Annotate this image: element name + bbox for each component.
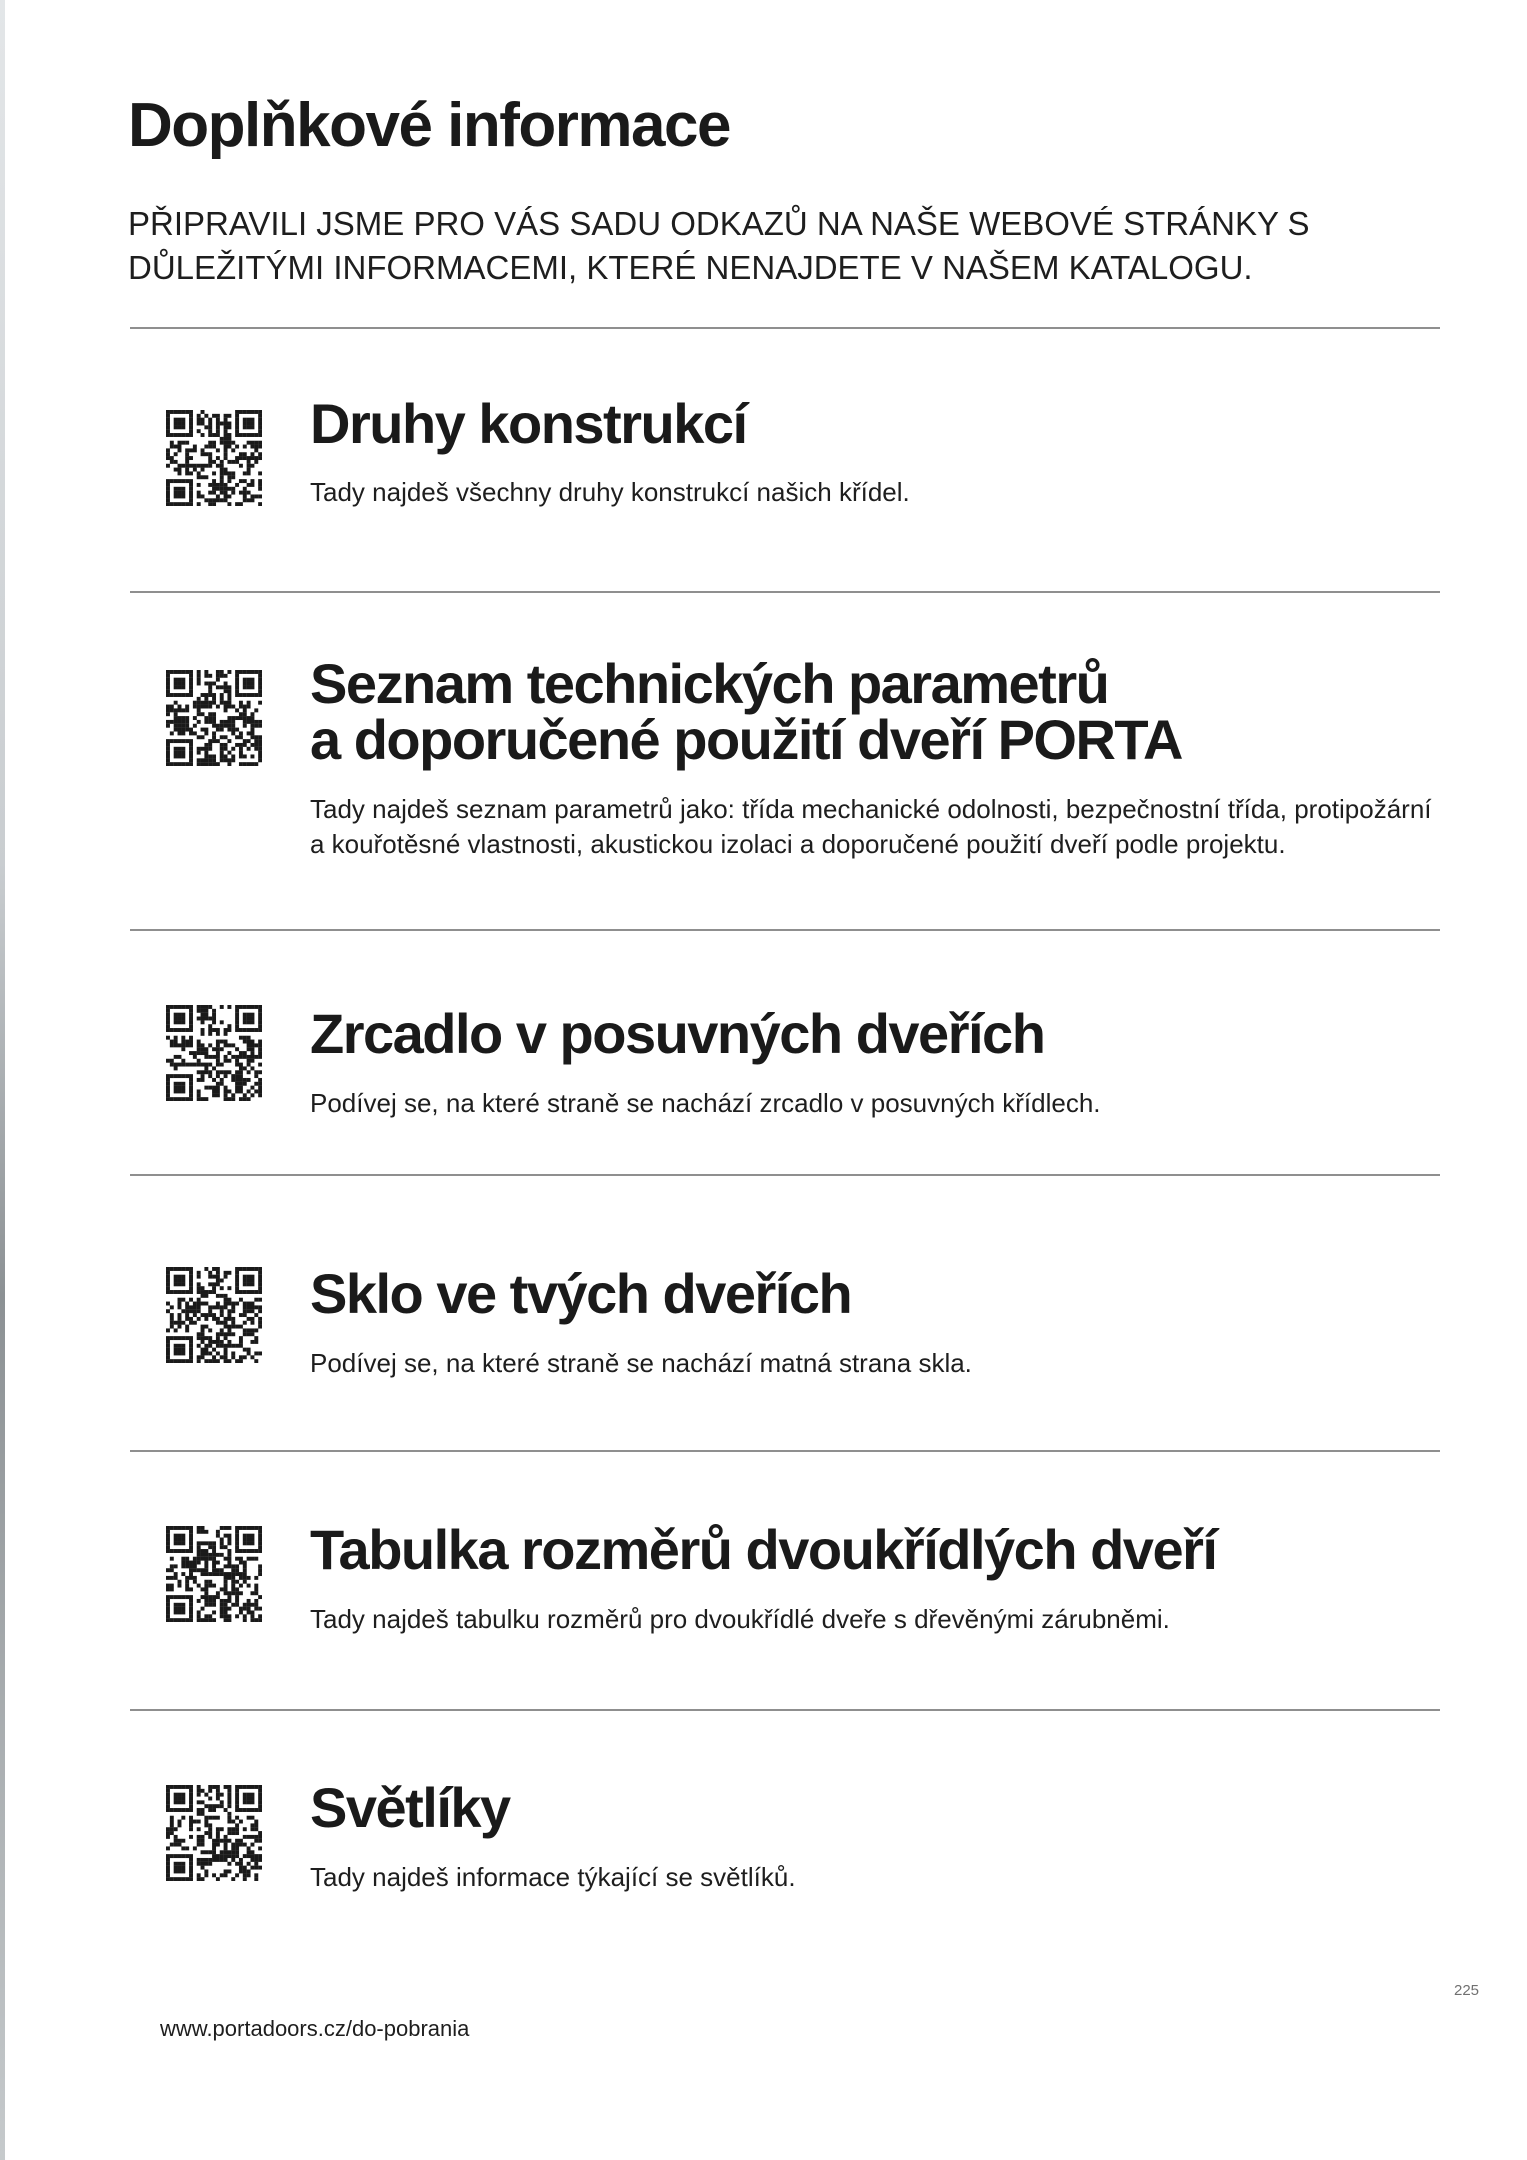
section-title-line: a doporučené použití dveří PORTA (310, 708, 1182, 771)
section-title: Zrcadlo v posuvných dveřích (310, 1002, 1045, 1065)
divider (130, 1709, 1440, 1711)
intro-text: PŘIPRAVILI JSME PRO VÁS SADU ODKAZŮ NA NAŠE WEBOVÉ STRÁNKY S DŮLEŽITÝMI INFORMACEMI, KTERÉ NENAJDETE V NAŠEM KATALOGU. (128, 205, 1310, 286)
qr-code-icon[interactable] (166, 1785, 262, 1881)
page-number: 225 (1454, 1982, 1480, 1999)
footer-url-link[interactable]: www.portadoors.cz/do-pobrania (160, 2016, 470, 2041)
qr-code-icon[interactable] (166, 1526, 262, 1622)
section-title-line: Seznam technických parametrů (310, 652, 1109, 715)
section-title: Druhy konstrukcí (310, 392, 747, 455)
section-description-line: Tady najdeš seznam parametrů jako: třída mechanické odolnosti, bezpečnostní třída, protipožární (310, 794, 1432, 824)
page-title: Doplňkové informace (128, 91, 730, 160)
page-edge-bar (0, 0, 5, 2160)
divider (130, 929, 1440, 931)
section-description: Tady najdeš tabulku rozměrů pro dvoukřídlé dveře s dřevěnými zárubněmi. (310, 1604, 1170, 1634)
qr-code-icon[interactable] (166, 1005, 262, 1101)
qr-code-icon[interactable] (166, 410, 262, 506)
section-description: Podívej se, na které straně se nachází zrcadlo v posuvných křídlech. (310, 1088, 1101, 1118)
section-description: Tady najdeš informace týkající se světlíků. (310, 1862, 796, 1892)
divider (130, 327, 1440, 329)
section-description: Podívej se, na které straně se nachází matná strana skla. (310, 1348, 972, 1378)
divider (130, 1450, 1440, 1452)
divider (130, 1174, 1440, 1176)
section-description: Tady najdeš všechny druhy konstrukcí našich křídel. (310, 477, 910, 507)
section-title: Sklo ve tvých dveřích (310, 1262, 852, 1325)
section-title: Tabulka rozměrů dvoukřídlých dveří (310, 1518, 1217, 1581)
qr-code-icon[interactable] (166, 670, 262, 766)
section-description-line: a kouřotěsné vlastnosti, akustickou izolaci a doporučené použití dveří podle projektu. (310, 829, 1286, 859)
section-description (310, 792, 1460, 862)
qr-code-icon[interactable] (166, 1267, 262, 1363)
divider (130, 591, 1440, 593)
section-title: Světlíky (310, 1776, 510, 1839)
section-title (310, 652, 1460, 771)
